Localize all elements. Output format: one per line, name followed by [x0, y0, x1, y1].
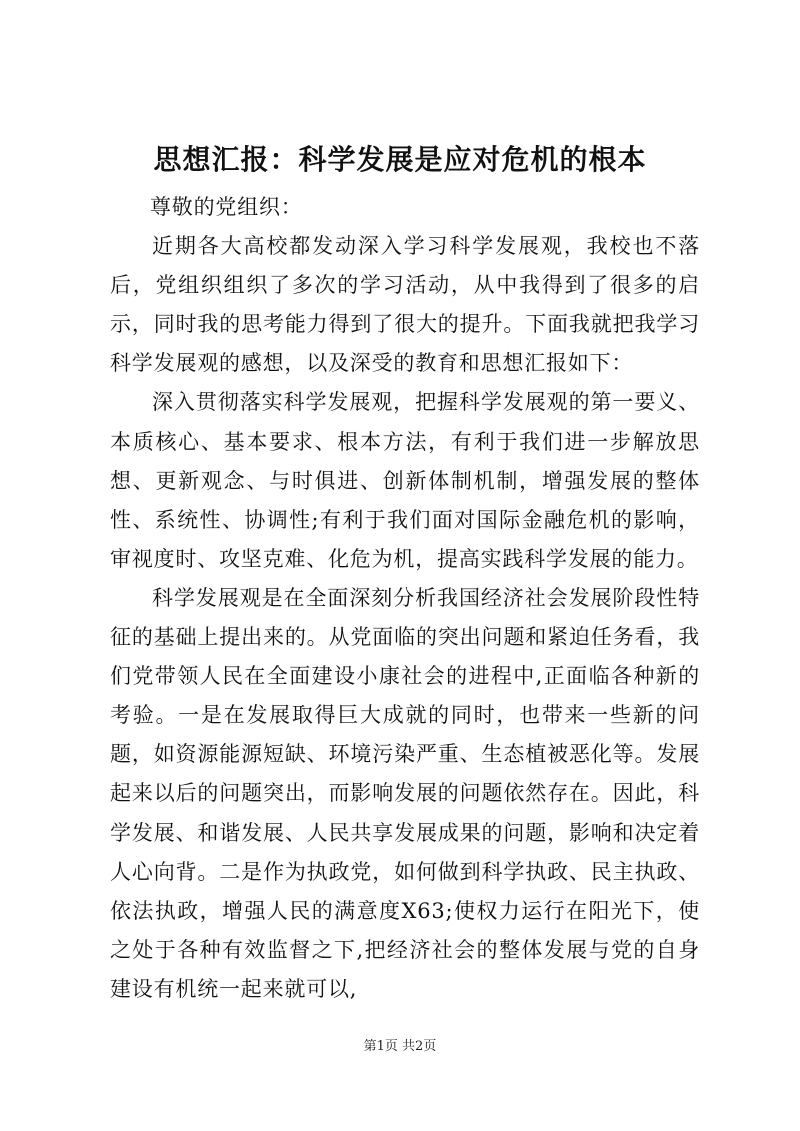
paragraph-2: 深入贯彻落实科学发展观，把握科学发展观的第一要义、本质核心、基本要求、根本方法，有利于我们进一步解放思想、更新观念、与时俱进、创新体制机制，增强发展的整体性、系统性、协调性;有利于我们面对国际金融危机的影响，审视度时、攻坚克难、化危为机，提高实践科学发展的能力。 — [110, 390, 700, 571]
paragraph-3: 科学发展观是在全面深刻分析我国经济社会发展阶段性特征的基础上提出来的。从党面临的突出问题和紧迫任务看，我们党带领人民在全面建设小康社会的进程中,正面临各种新的考验。一是在发展取得巨大成就的同时，也带来一些新的问题，如资源能源短缺、环境污染严重、生态植被恶化等。发展起来以后的问题突出，而影响发展的问题依然存在。因此，科学发展、和谐发展、人民共享发展成果的问题，影响和决定着人心向背。二是作为执政党，如何做到科学执政、民主执政、依法执政，增强人民的满意度X63;使权力运行在阳光下，使之处于各种有效监督之下,把经济社会的整体发展与党的自身建设有机统一起来就可以, — [110, 585, 700, 1001]
document-title: 思想汇报：科学发展是应对危机的根本 — [153, 143, 647, 176]
paragraph-1: 近期各大高校都发动深入学习科学发展观，我校也不落后，党组织组织了多次的学习活动，从中我得到了很多的启示，同时我的思考能力得到了很大的提升。下面我就把我学习科学发展观的感想，以及深受的教育和思想汇报如下： — [110, 234, 700, 376]
page-number-footer: 第1页 共2页 — [363, 1039, 437, 1054]
document-body — [110, 188, 700, 1009]
greeting-line: 尊敬的党组织： — [150, 195, 303, 219]
